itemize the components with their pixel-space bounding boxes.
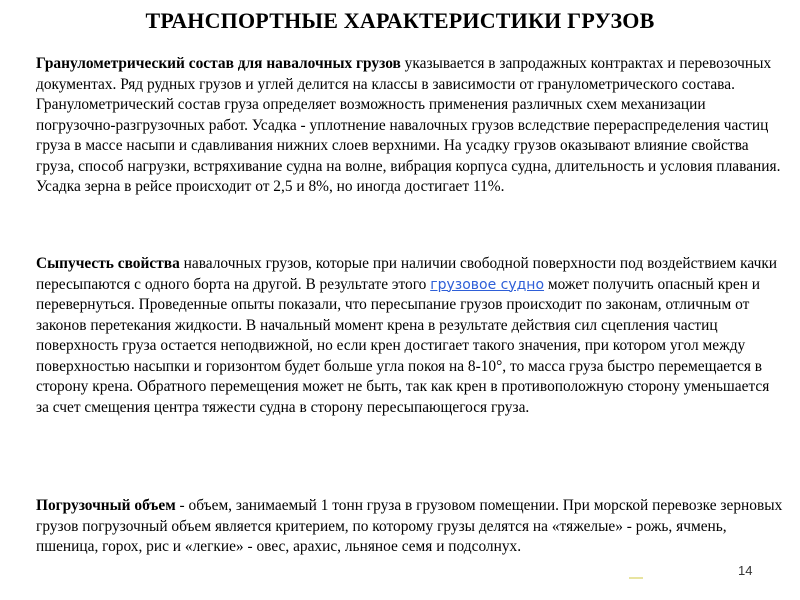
paragraph-loading-volume [36,496,786,558]
paragraph-flowability-text-after-link: может получить опасный крен и перевернуться. Проведенные опыты показали, что пересыпание грузов происходит по законам, отличным от законов перетекания жидкости. В начальный момент крена в результате действия сил сцепления частиц поверхность груза остается неподвижной, но если крен достигает такого значения, при котором угол между поверхностью насыпки и горизонтом будет больше угла покоя на 8-10°, то масса груза быстро перемещается в сторону крена. Обратного перемещения может не быть, так как крен в противоположную сторону уменьшается за счет смещения центра тяжести судна в сторону пересыпающегося груза. [36,275,770,416]
term-granulometric: Гранулометрический состав для навалочных грузов [36,55,401,72]
paragraph-flowability [36,254,786,418]
paragraph-flowability-text-before-link: навалочных грузов, которые при наличии свободной поверхности под воздействием качки пересыпаются с одного борта на другой. В результате этого [36,255,778,293]
paragraph-granulometric-text: указывается в запродажных контрактах и перевозочных документах. Ряд рудных грузов и углей делится на классы в зависимости от гранулометрического состава. Гранулометрический состав груза определяет возможность применения различных схем механизации погрузочно-разгрузочных работ. Усадка - уплотнение навалочных грузов вследствие перераспределения частиц груза в массе насыпи и сдавливания нижних слоев верхними. На усадку грузов оказывают влияние свойства груза, способ нагрузки, встряхивание судна на волне, вибрация корпуса судна, длительность и условия плавания. Усадка зерна в рейсе происходит от 2,5 и 8%, но иногда достигает 11%. [36,55,781,195]
slide-title: ТРАНСПОРТНЫЕ ХАРАКТЕРИСТИКИ ГРУЗОВ [145,8,655,33]
term-flowability: Сыпучесть свойства [36,255,180,272]
page-number: 14 [738,563,753,578]
term-loading-volume: Погрузочный объем [36,497,176,514]
paragraph-granulometric [36,54,786,198]
decorative-mark [629,577,643,579]
cargo-ship-link[interactable]: грузовое судно [430,276,545,293]
paragraph-loading-volume-text: - объем, занимаемый 1 тонн груза в грузовом помещении. При морской перевозке зерновых грузов погрузочный объем является критерием, по которому грузы делятся на «тяжелые» - рожь, ячмень, пшеница, горох, рис и «легкие» - овес, арахис, льняное семя и подсолнух. [36,497,783,555]
